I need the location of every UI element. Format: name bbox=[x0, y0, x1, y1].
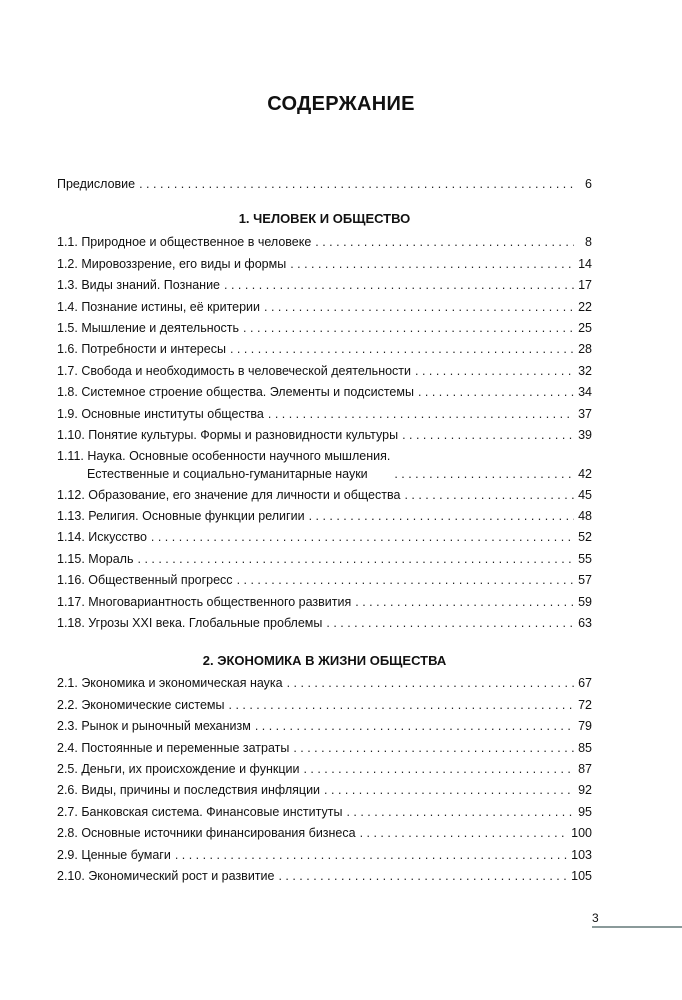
toc-entry-page: 45 bbox=[578, 488, 592, 502]
toc-entry-page: 22 bbox=[578, 300, 592, 314]
toc-entry-label: 1.7. Свобода и необходимость в человеческой деятельности bbox=[57, 364, 412, 378]
toc-entry[interactable] bbox=[57, 426, 592, 444]
dot-leader bbox=[346, 803, 574, 821]
toc-entry-page: 59 bbox=[578, 595, 592, 609]
toc-entry[interactable] bbox=[57, 486, 592, 504]
toc-entry-label: 1.8. Системное строение общества. Элементы и подсистемы bbox=[57, 385, 414, 399]
toc-entry[interactable] bbox=[57, 298, 592, 316]
toc-entry-page: 92 bbox=[578, 783, 592, 797]
toc-entry-label: 1.17. Многовариантность общественного развития bbox=[57, 595, 352, 609]
toc-entry-page: 32 bbox=[578, 364, 592, 378]
dot-leader bbox=[355, 593, 574, 611]
toc-entry-label: 1.2. Мировоззрение, его виды и формы bbox=[57, 257, 287, 271]
toc-entry-label: 2.1. Экономика и экономическая наука bbox=[57, 676, 283, 690]
toc-entry-label: 1.10. Понятие культуры. Формы и разновидности культуры bbox=[57, 428, 399, 442]
toc-entry-label: 2.6. Виды, причины и последствия инфляции bbox=[57, 783, 321, 797]
toc-entry[interactable] bbox=[57, 593, 592, 611]
dot-leader bbox=[139, 175, 574, 193]
toc-entry-label: 2.4. Постоянные и переменные затраты bbox=[57, 741, 290, 755]
toc-entry-page: 63 bbox=[578, 616, 592, 630]
toc-entry-label: 1.15. Мораль bbox=[57, 552, 134, 566]
toc-entry[interactable] bbox=[57, 405, 592, 423]
toc-entry[interactable] bbox=[57, 233, 592, 251]
dot-leader bbox=[402, 426, 574, 444]
toc-entry-label: 2.9. Ценные бумаги bbox=[57, 848, 171, 862]
toc-entry-page: 14 bbox=[578, 257, 592, 271]
toc-entry-label-line1: 1.11. Наука. Основные особенности научного мышления. bbox=[57, 449, 391, 463]
toc-entry-page: 28 bbox=[578, 342, 592, 356]
dot-leader bbox=[278, 867, 567, 885]
toc-entry-label: 2.8. Основные источники финансирования бизнеса bbox=[57, 826, 356, 840]
toc-entry[interactable] bbox=[57, 507, 592, 525]
toc-entry-label: 2.5. Деньги, их происхождение и функции bbox=[57, 762, 300, 776]
dot-leader bbox=[138, 550, 575, 568]
toc-entry-label: 1.3. Виды знаний. Познание bbox=[57, 278, 221, 292]
toc-entry-label: Предисловие bbox=[57, 177, 136, 191]
toc-entry-label: 2.10. Экономический рост и развитие bbox=[57, 869, 275, 883]
toc-entry-page: 25 bbox=[578, 321, 592, 335]
toc-entry-page: 105 bbox=[571, 869, 592, 883]
toc-entry-label: 2.7. Банковская система. Финансовые институты bbox=[57, 805, 343, 819]
toc-entry-label: 1.18. Угрозы XXI века. Глобальные проблемы bbox=[57, 616, 323, 630]
toc-entry-label: 1.14. Искусство bbox=[57, 530, 147, 544]
toc-entry-page: 37 bbox=[578, 407, 592, 421]
dot-leader bbox=[243, 319, 574, 337]
toc-entry-page: 34 bbox=[578, 385, 592, 399]
toc-entry[interactable] bbox=[57, 803, 592, 821]
toc-entry[interactable] bbox=[57, 255, 592, 273]
toc-entry-label: 1.4. Познание истины, её критерии bbox=[57, 300, 261, 314]
dot-leader bbox=[293, 739, 574, 757]
section-heading-1: 1. ЧЕЛОВЕК И ОБЩЕСТВО bbox=[238, 211, 411, 226]
toc-entry-page: 103 bbox=[571, 848, 592, 862]
toc-entry[interactable] bbox=[57, 383, 592, 401]
dot-leader bbox=[324, 781, 574, 799]
dot-leader bbox=[255, 717, 574, 735]
dot-leader bbox=[418, 383, 574, 401]
toc-entry-label bbox=[57, 447, 390, 483]
toc-entry-page: 48 bbox=[578, 509, 592, 523]
toc-entry-page: 87 bbox=[578, 762, 592, 776]
toc-entry[interactable] bbox=[57, 276, 592, 294]
dot-leader bbox=[415, 362, 574, 380]
page-title: СОДЕРЖАНИЕ bbox=[267, 93, 415, 115]
toc-entry-page: 6 bbox=[585, 177, 592, 191]
toc-entry[interactable] bbox=[57, 528, 592, 546]
dot-leader bbox=[309, 507, 574, 525]
footer-rule bbox=[592, 926, 682, 928]
dot-leader bbox=[268, 405, 574, 423]
toc-entry-preface[interactable] bbox=[57, 175, 592, 193]
toc-entry[interactable] bbox=[57, 571, 592, 589]
toc-entry[interactable] bbox=[57, 824, 592, 842]
toc-entry-label: 1.12. Образование, его значение для личности и общества bbox=[57, 488, 401, 502]
toc-entry[interactable] bbox=[57, 781, 592, 799]
toc-entry-page: 95 bbox=[578, 805, 592, 819]
toc-entry[interactable] bbox=[57, 319, 592, 337]
toc-entry-page: 67 bbox=[578, 676, 592, 690]
toc-entry-label: 1.6. Потребности и интересы bbox=[57, 342, 226, 356]
toc-entry-page: 79 bbox=[578, 719, 592, 733]
page-number: 3 bbox=[592, 911, 599, 925]
toc-entry-label: 2.3. Рынок и рыночный механизм bbox=[57, 719, 251, 733]
dot-leader bbox=[264, 298, 574, 316]
toc-entry[interactable] bbox=[57, 550, 592, 568]
dot-leader bbox=[326, 614, 574, 632]
dot-leader bbox=[224, 276, 574, 294]
dot-leader bbox=[151, 528, 574, 546]
toc-entry[interactable] bbox=[57, 447, 592, 483]
toc-entry[interactable] bbox=[57, 674, 592, 692]
dot-leader bbox=[230, 340, 574, 358]
dot-leader bbox=[237, 571, 574, 589]
toc-entry-page: 72 bbox=[578, 698, 592, 712]
dot-leader bbox=[229, 696, 575, 714]
dot-leader bbox=[394, 465, 574, 483]
toc-entry-label: 1.16. Общественный прогресс bbox=[57, 573, 233, 587]
toc-entry-label: 1.13. Религия. Основные функции религии bbox=[57, 509, 305, 523]
toc-entry[interactable] bbox=[57, 867, 592, 885]
dot-leader bbox=[404, 486, 574, 504]
toc-entry[interactable] bbox=[57, 362, 592, 380]
toc-entry-label: 1.1. Природное и общественное в человеке bbox=[57, 235, 312, 249]
toc-entry-page: 100 bbox=[571, 826, 592, 840]
toc-entry-page: 17 bbox=[578, 278, 592, 292]
toc-entry[interactable] bbox=[57, 696, 592, 714]
toc-entry-label: 2.2. Экономические системы bbox=[57, 698, 225, 712]
toc-entry-label: 1.5. Мышление и деятельность bbox=[57, 321, 240, 335]
toc-entry[interactable] bbox=[57, 614, 592, 632]
toc-entry[interactable] bbox=[57, 717, 592, 735]
toc-entry-label: 1.9. Основные институты общества bbox=[57, 407, 264, 421]
dot-leader bbox=[290, 255, 574, 273]
toc-entry-page: 42 bbox=[578, 467, 592, 481]
toc-entry[interactable] bbox=[57, 846, 592, 864]
toc-entry[interactable] bbox=[57, 739, 592, 757]
toc-entry-page: 85 bbox=[578, 741, 592, 755]
dot-leader bbox=[287, 674, 574, 692]
dot-leader bbox=[315, 233, 574, 251]
toc-entry-label-line2: Естественные и социально-гуманитарные науки bbox=[87, 467, 368, 481]
toc-entry[interactable] bbox=[57, 340, 592, 358]
toc-entry-page: 52 bbox=[578, 530, 592, 544]
toc-entry-page: 8 bbox=[585, 235, 592, 249]
toc-entry-page: 39 bbox=[578, 428, 592, 442]
dot-leader bbox=[175, 846, 567, 864]
toc-entry[interactable] bbox=[57, 760, 592, 778]
dot-leader bbox=[303, 760, 574, 778]
dot-leader bbox=[360, 824, 568, 842]
toc-entry-page: 55 bbox=[578, 552, 592, 566]
section-heading-2: 2. ЭКОНОМИКА В ЖИЗНИ ОБЩЕСТВА bbox=[202, 653, 447, 668]
toc-entry-page: 57 bbox=[578, 573, 592, 587]
